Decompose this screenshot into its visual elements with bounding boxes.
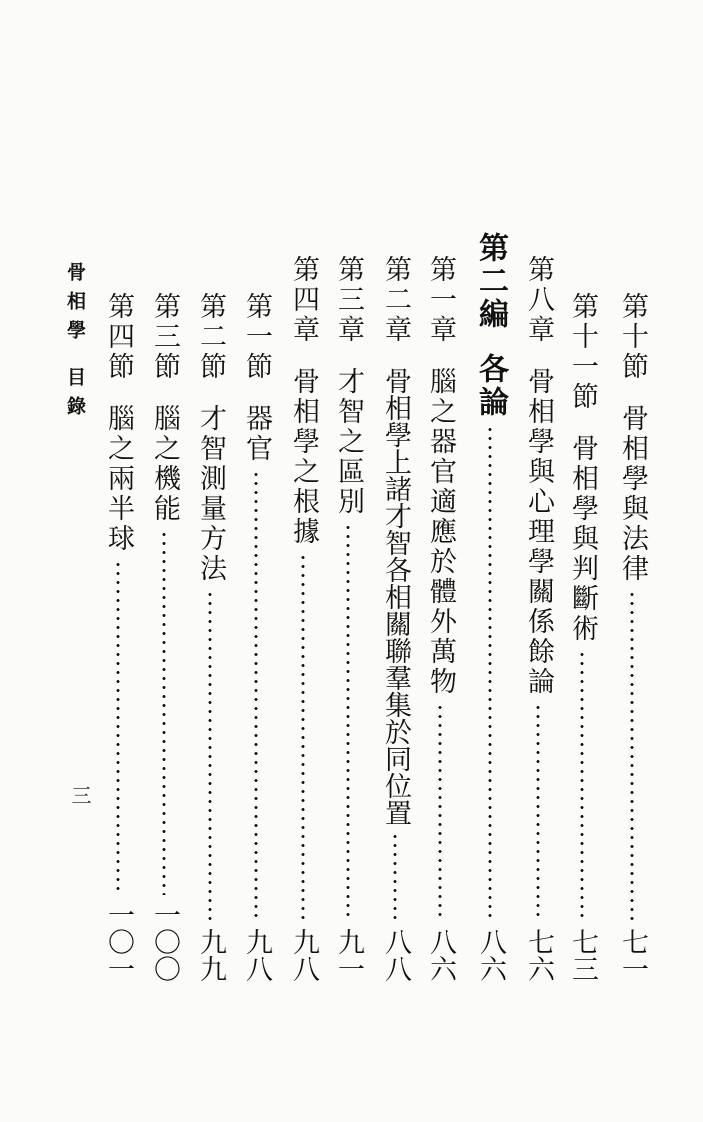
toc-entry-9 xyxy=(190,292,230,982)
entry-title: 骨相學上諸才智各相關聯羣集於同位置 xyxy=(380,367,411,826)
entry-label: 第三節 xyxy=(149,292,180,382)
toc-entry-0 xyxy=(612,292,652,982)
entry-page: 八八 xyxy=(380,928,411,982)
toc-entry-7 xyxy=(283,255,323,982)
entry-page: 七三 xyxy=(567,928,598,982)
toc-entry-4 xyxy=(420,255,460,982)
entry-page: 一〇一 xyxy=(103,901,134,982)
leader-dots xyxy=(162,530,166,895)
entry-title: 骨相學與判斷術 xyxy=(567,434,598,644)
entry-label: 第二編 xyxy=(473,232,508,331)
entry-title: 骨相學之根據 xyxy=(288,367,319,547)
leader-dots xyxy=(630,590,634,922)
leader-dots xyxy=(488,425,492,922)
entry-title: 腦之兩半球 xyxy=(103,404,134,554)
leader-dots xyxy=(393,832,397,922)
entry-page: 一〇〇 xyxy=(149,901,180,982)
page-number: 三 xyxy=(68,785,92,805)
toc-entry-10 xyxy=(144,292,184,982)
entry-page: 九八 xyxy=(241,928,272,982)
entry-label: 第八章 xyxy=(523,255,554,345)
entry-page: 九一 xyxy=(333,928,364,982)
leader-dots xyxy=(208,590,212,922)
leader-dots xyxy=(254,470,258,922)
entry-page: 九九 xyxy=(195,928,226,982)
entry-label: 第一章 xyxy=(425,255,456,345)
entry-title: 才智之區別 xyxy=(333,367,364,517)
entry-title: 腦之機能 xyxy=(149,404,180,524)
leader-dots xyxy=(346,523,350,922)
entry-label: 第二節 xyxy=(195,292,226,382)
toc-entry-1 xyxy=(562,292,602,982)
entry-label: 第四節 xyxy=(103,292,134,382)
entry-page: 九八 xyxy=(288,928,319,982)
leader-dots xyxy=(580,650,584,922)
entry-page: 七六 xyxy=(523,928,554,982)
entry-label: 第三章 xyxy=(333,255,364,345)
toc-entry-11 xyxy=(98,292,138,982)
leader-dots xyxy=(536,703,540,922)
leader-dots xyxy=(116,560,120,895)
entry-label: 第一節 xyxy=(241,292,272,382)
toc-entry-5 xyxy=(375,255,415,982)
entry-title: 腦之器官適應於體外萬物 xyxy=(425,367,456,697)
toc-entry-8 xyxy=(236,292,276,982)
book-title: 骨相學 xyxy=(64,262,86,349)
entry-page: 八六 xyxy=(475,928,506,982)
entry-page: 八六 xyxy=(425,928,456,982)
leader-dots xyxy=(301,553,305,922)
entry-label: 第二章 xyxy=(380,255,411,345)
leader-dots xyxy=(438,703,442,922)
entry-title: 骨相學與心理學關係餘論 xyxy=(523,367,554,697)
entry-page: 七一 xyxy=(617,928,648,982)
entry-label: 第四章 xyxy=(288,255,319,345)
entry-title: 各論 xyxy=(473,353,508,419)
running-header xyxy=(62,262,89,425)
entry-title: 骨相學與法律 xyxy=(617,404,648,584)
entry-title: 器官 xyxy=(241,404,272,464)
entry-label: 第十一節 xyxy=(567,292,598,412)
section-title: 目錄 xyxy=(64,367,86,425)
entry-label: 第十節 xyxy=(617,292,648,382)
toc-entry-6 xyxy=(328,255,368,982)
entry-title: 才智測量方法 xyxy=(195,404,226,584)
toc-entry-2 xyxy=(518,255,558,982)
toc-entry-3 xyxy=(470,232,510,982)
